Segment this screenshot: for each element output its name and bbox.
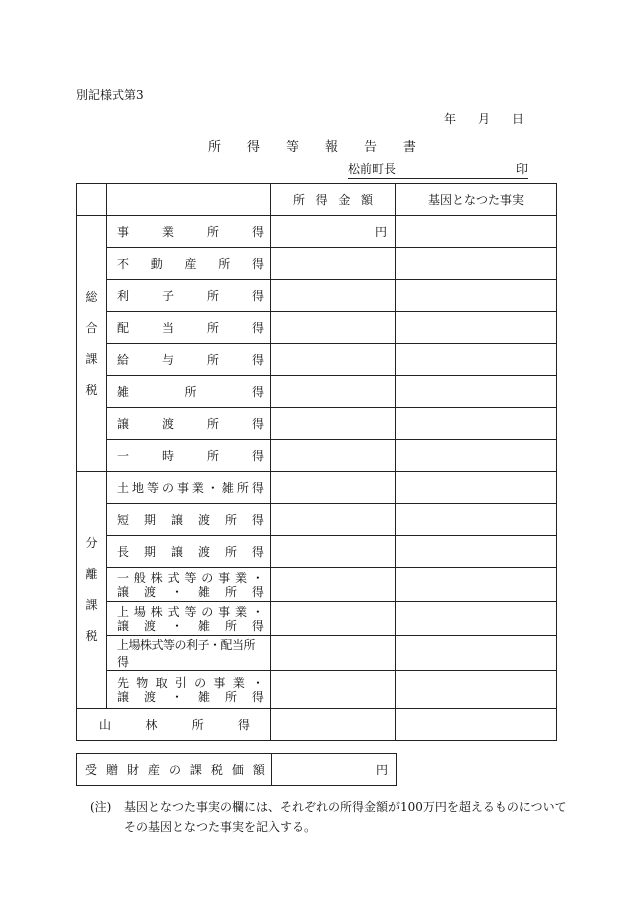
row-label-business: 事 業 所 得: [107, 216, 271, 248]
reason-cell[interactable]: [396, 376, 557, 408]
page-title: 所 得 等 報 告 書: [208, 140, 416, 155]
reason-cell[interactable]: [396, 248, 557, 280]
note-line-2: その基因となつた事実を記入する。: [124, 820, 317, 834]
row-label-forest: 山 林 所 得: [77, 709, 271, 741]
amount-cell[interactable]: [271, 376, 396, 408]
gift-table: [76, 753, 397, 786]
amount-cell[interactable]: [271, 536, 396, 568]
row-label-interest: 利 子 所 得: [107, 280, 271, 312]
gift-label: 受 贈 財 産 の 課 税 価 額: [77, 754, 272, 786]
seal-mark: 印: [515, 162, 528, 176]
reason-cell[interactable]: [396, 504, 557, 536]
reason-cell[interactable]: [396, 344, 557, 376]
amount-cell[interactable]: [271, 636, 396, 671]
row-label-dividend: 配 当 所 得: [107, 312, 271, 344]
amount-cell[interactable]: [271, 568, 396, 602]
date-year: 年: [444, 112, 457, 126]
form-number: 別記様式第3: [76, 88, 144, 102]
amount-cell[interactable]: [271, 408, 396, 440]
amount-cell[interactable]: [271, 504, 396, 536]
income-table: [76, 183, 557, 741]
reason-cell[interactable]: [396, 216, 557, 248]
reason-cell[interactable]: [396, 568, 557, 602]
amount-cell[interactable]: [271, 280, 396, 312]
reason-cell[interactable]: [396, 280, 557, 312]
amount-cell[interactable]: [271, 602, 396, 636]
date-day: 日: [511, 112, 524, 126]
amount-cell[interactable]: [271, 440, 396, 472]
note-line-1: 基因となつた事実の欄には、それぞれの所得金額が100万円を超えるものについて: [124, 800, 567, 814]
header-amount: 所 得 金 額: [271, 184, 396, 216]
row-label-temporary: 一 時 所 得: [107, 440, 271, 472]
row-label-general-stock: 一 般 株 式 等 の 事 業 ・ 譲 渡 ・ 雑 所 得: [107, 568, 271, 602]
row-label-listed-stock: 上 場 株 式 等 の 事 業 ・ 譲 渡 ・ 雑 所 得: [107, 602, 271, 636]
mayor-name: 松前町長: [348, 162, 397, 176]
reason-cell[interactable]: [396, 602, 557, 636]
amount-cell[interactable]: [271, 472, 396, 504]
row-label-short-term: 短 期 譲 渡 所 得: [107, 504, 271, 536]
row-label-listed-dividend: 上場株式等の利子・配当所得: [107, 636, 271, 671]
header-blank-1: [77, 184, 107, 216]
amount-cell[interactable]: [271, 248, 396, 280]
reason-cell[interactable]: [396, 709, 557, 741]
amount-cell[interactable]: [271, 312, 396, 344]
row-label-misc: 雑 所 得: [107, 376, 271, 408]
amount-cell[interactable]: [271, 344, 396, 376]
header-reason: 基因となつた事実: [396, 184, 557, 216]
note-prefix: (注): [90, 800, 112, 814]
group-label-bunri: 分 離 課 税: [77, 472, 107, 709]
header-blank-2: [107, 184, 271, 216]
reason-cell[interactable]: [396, 671, 557, 709]
gift-amount-cell[interactable]: [272, 754, 397, 786]
amount-cell[interactable]: [271, 709, 396, 741]
reason-cell[interactable]: [396, 536, 557, 568]
row-label-futures: 先 物 取 引 の 事 業 ・ 譲 渡 ・ 雑 所 得: [107, 671, 271, 709]
row-label-transfer: 譲 渡 所 得: [107, 408, 271, 440]
reason-cell[interactable]: [396, 440, 557, 472]
row-label-salary: 給 与 所 得: [107, 344, 271, 376]
yen-unit: 円: [375, 763, 388, 777]
row-label-land: 土 地 等 の 事 業 ・ 雑 所 得: [107, 472, 271, 504]
mayor-line: [348, 160, 528, 179]
row-label-long-term: 長 期 譲 渡 所 得: [107, 536, 271, 568]
reason-cell[interactable]: [396, 408, 557, 440]
amount-cell[interactable]: [271, 671, 396, 709]
date-month: 月: [477, 112, 490, 126]
row-label-real-estate: 不 動 産 所 得: [107, 248, 271, 280]
amount-cell[interactable]: [271, 216, 396, 248]
group-label-sogo: 総 合 課 税: [77, 216, 107, 472]
reason-cell[interactable]: [396, 636, 557, 671]
date-line: [444, 110, 524, 127]
reason-cell[interactable]: [396, 472, 557, 504]
reason-cell[interactable]: [396, 312, 557, 344]
yen-unit: 円: [374, 225, 387, 239]
